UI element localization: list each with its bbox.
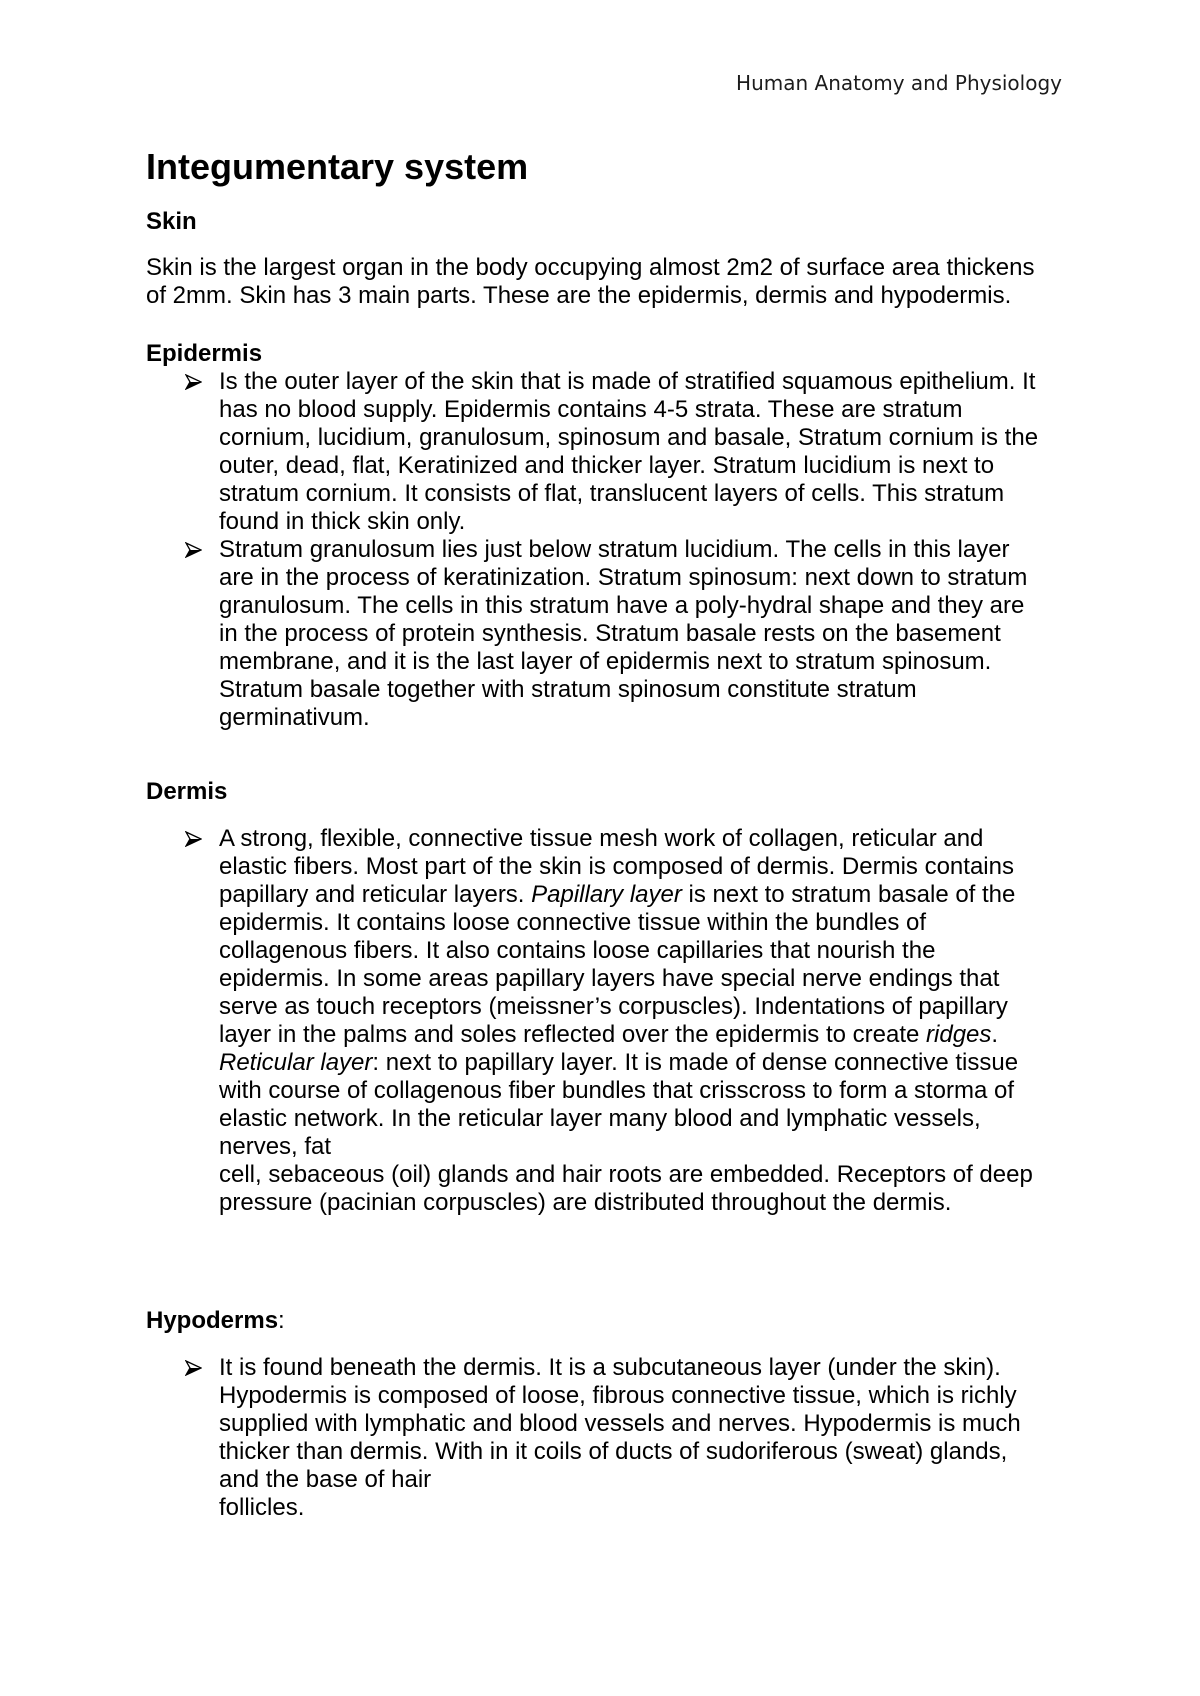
bullet-text (219, 368, 1038, 536)
text-line: cornium, lucidium, granulosum, spinosum and basale, Stratum cornium is the (219, 424, 1039, 451)
text-line: serve as touch receptors (meissner’s corpuscles). Indentations of papillary (219, 993, 1008, 1020)
text-line: Is the outer layer of the skin that is made of stratified squamous epithelium. It (219, 368, 1036, 395)
section-heading-dermis: Dermis (146, 778, 228, 805)
bullet-text (219, 1354, 1021, 1522)
text-line: and the base of hair (219, 1466, 432, 1493)
text-line: Reticular layer: next to papillary layer. It is made of dense connective tissue (219, 1049, 1019, 1076)
text-line: Stratum basale together with stratum spinosum constitute stratum (219, 676, 917, 703)
text-line: cell, sebaceous (oil) glands and hair roots are embedded. Receptors of deep (219, 1161, 1033, 1188)
skin-paragraph (146, 254, 1034, 310)
text-line: are in the process of keratinization. Stratum spinosum: next down to stratum (219, 564, 1028, 591)
arrowhead-bullet-icon (185, 542, 202, 558)
text-line: elastic network. In the reticular layer many blood and lymphatic vessels, (219, 1105, 981, 1132)
text-line: with course of collagenous fiber bundles that crisscross to form a storma of (219, 1077, 1015, 1104)
text-line: nerves, fat (219, 1133, 332, 1160)
text-line: stratum cornium. It consists of flat, translucent layers of cells. This stratum (219, 480, 1005, 507)
bullet-text (219, 825, 1033, 1217)
arrowhead-bullet-icon (185, 831, 202, 847)
italic-term: Reticular layer (219, 1049, 373, 1076)
text-line: follicles. (219, 1494, 305, 1521)
italic-term: Papillary layer (531, 881, 682, 908)
section-skin (146, 208, 1034, 310)
text-line: epidermis. It contains loose connective tissue within the bundles of (219, 909, 927, 936)
running-header: Human Anatomy and Physiology (736, 71, 1062, 95)
italic-term: ridges (926, 1021, 992, 1048)
arrowhead-bullet-icon (185, 1360, 202, 1376)
epidermis-bullet-list (146, 368, 1038, 732)
text-line: in the process of protein synthesis. Stratum basale rests on the basement (219, 620, 1001, 647)
bullet-item (146, 1354, 1021, 1522)
text-line: collagenous fibers. It also contains loose capillaries that nourish the (219, 937, 936, 964)
text-line: thicker than dermis. With in it coils of ducts of sudoriferous (sweat) glands, (219, 1438, 1008, 1465)
hypodermis-bullet-list (146, 1354, 1021, 1522)
section-heading-hypodermis-text: Hypoderms (146, 1307, 279, 1334)
bullet-text (219, 536, 1038, 732)
dermis-bullet-list (146, 825, 1033, 1217)
text-line: found in thick skin only. (219, 508, 466, 535)
section-dermis (146, 778, 1033, 1217)
text-line: Skin is the largest organ in the body occupying almost 2m2 of surface area thickens (146, 254, 1035, 281)
page-title: Integumentary system (146, 146, 529, 187)
text-line: outer, dead, flat, Keratinized and thicker layer. Stratum lucidium is next to (219, 452, 995, 479)
text-line: A strong, flexible, connective tissue mesh work of collagen, reticular and (219, 825, 984, 852)
text-line: epidermis. In some areas papillary layers have special nerve endings that (219, 965, 1000, 992)
text-line: elastic fibers. Most part of the skin is composed of dermis. Dermis contains (219, 853, 1014, 880)
text-line: of 2mm. Skin has 3 main parts. These are the epidermis, dermis and hypodermis. (146, 282, 1012, 309)
text-line: pressure (pacinian corpuscles) are distributed throughout the dermis. (219, 1189, 952, 1216)
section-heading-hypodermis (146, 1307, 1021, 1335)
text-line: papillary and reticular layers. Papillary layer is next to stratum basale of the (219, 881, 1016, 908)
text-line: supplied with lymphatic and blood vessels and nerves. Hypodermis is much (219, 1410, 1021, 1437)
text-line: germinativum. (219, 704, 370, 731)
bullet-item (146, 825, 1033, 1217)
section-heading-epidermis: Epidermis (146, 340, 263, 367)
text-line: membrane, and it is the last layer of epidermis next to stratum spinosum. (219, 648, 992, 675)
bullet-item (146, 536, 1038, 732)
arrowhead-bullet-icon (185, 374, 202, 390)
text-line: granulosum. The cells in this stratum have a poly-hydral shape and they are (219, 592, 1025, 619)
section-heading-hypodermis-colon: : (278, 1307, 285, 1334)
text-line: It is found beneath the dermis. It is a subcutaneous layer (under the skin). (219, 1354, 1001, 1381)
text-line: has no blood supply. Epidermis contains 4-5 strata. These are stratum (219, 396, 963, 423)
section-epidermis (146, 340, 1038, 732)
text-line: layer in the palms and soles reflected over the epidermis to create ridges. (219, 1021, 999, 1048)
text-line: Stratum granulosum lies just below stratum lucidium. The cells in this layer (219, 536, 1010, 563)
bullet-item (146, 368, 1038, 536)
text-line: Hypodermis is composed of loose, fibrous connective tissue, which is richly (219, 1382, 1017, 1409)
section-heading-skin: Skin (146, 208, 197, 235)
section-hypodermis (146, 1307, 1021, 1522)
